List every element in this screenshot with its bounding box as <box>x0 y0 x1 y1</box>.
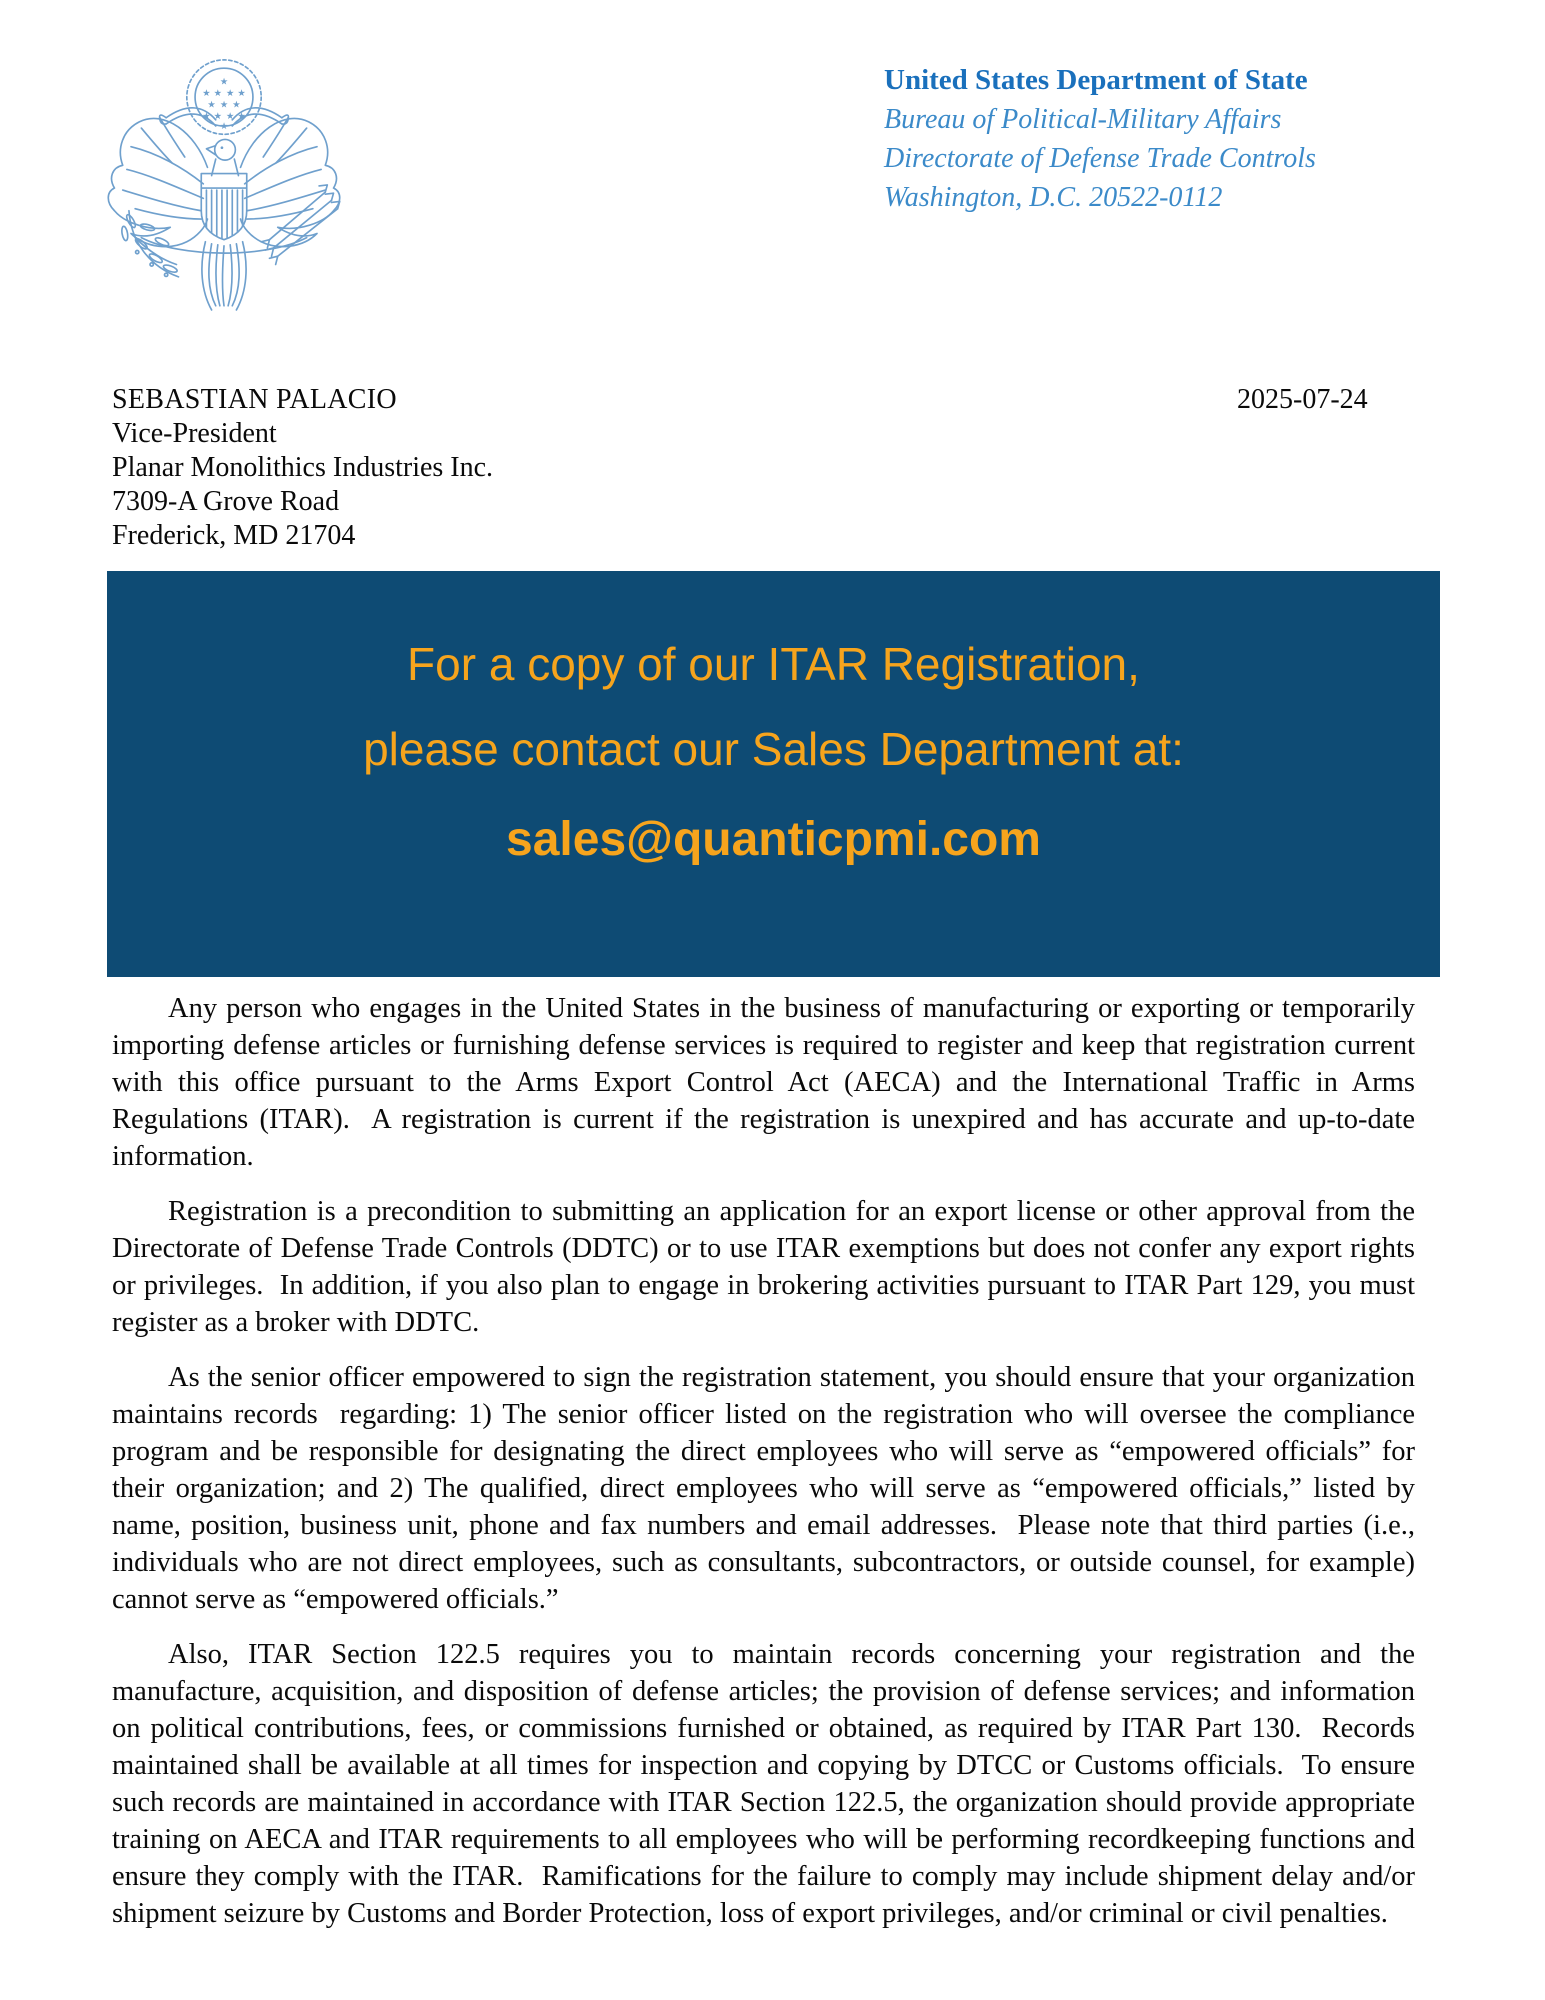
letter-body <box>112 990 1423 1950</box>
recipient-city-state-zip: Frederick, MD 21704 <box>112 520 356 551</box>
state-department-seal-icon <box>100 45 348 330</box>
svg-text:★: ★ <box>202 110 211 122</box>
svg-text:★: ★ <box>226 88 235 100</box>
svg-text:★: ★ <box>213 88 222 100</box>
svg-text:★: ★ <box>237 110 246 122</box>
svg-text:★: ★ <box>202 88 211 100</box>
recipient-title: Vice-President <box>112 418 277 449</box>
svg-text:★: ★ <box>219 99 229 111</box>
recipient-name: SEBASTIAN PALACIO <box>112 384 397 415</box>
banner-line-2: please contact our Sales Department at: <box>363 723 1184 775</box>
letterhead-address: Washington, D.C. 20522-0112 <box>884 182 1223 213</box>
letterhead <box>884 60 1444 217</box>
sales-email: sales@quanticpmi.com <box>506 813 1041 866</box>
paragraph-registration-precondition: Registration is a precondition to submitting an application for an export license or other approval from the Directorate of Defense Trade Controls (DDTC) or to use ITAR exemptions but does not confer any export rights or privileges. In addition, if you also plan to engage in brokering activities pursuant to ITAR Part 129, you must register as a broker with DDTC. <box>112 1196 1423 1338</box>
svg-text:★: ★ <box>232 99 241 111</box>
recipient-company: Planar Monolithics Industries Inc. <box>112 452 494 483</box>
itar-notice-banner <box>107 571 1440 977</box>
svg-text:★: ★ <box>207 99 216 111</box>
svg-text:★: ★ <box>237 88 246 100</box>
recipient-address-block <box>112 383 493 553</box>
banner-line-1: For a copy of our ITAR Registration, <box>407 638 1140 690</box>
bureau-name: Bureau of Political-Military Affairs <box>884 104 1282 135</box>
paragraph-senior-officer-records: As the senior officer empowered to sign the registration statement, you should ensure that your organization maintains records regarding: 1) The senior officer listed on the registration who will oversee the compliance program and be responsible for designating the direct employees who will serve as “empowered officials” for their organization; and 2) The qualified, direct employees who will serve as “empowered officials,” listed by name, position, business unit, phone and fax numbers and email addresses. Please note that third parties (i.e., individuals who are not direct employees, such as consultants, subcontractors, or outside counsel, for example) cannot serve as “empowered officials.” <box>112 1362 1423 1615</box>
agency-name: United States Department of State <box>884 64 1308 96</box>
paragraph-registration-requirement: Any person who engages in the United States in the business of manufacturing or exporting or temporarily importing defense articles or furnishing defense services is required to register and keep that registration current with this office pursuant to the Arms Export Control Act (AECA) and the International Traffic in Arms Regulations (ITAR). A registration is current if the registration is unexpired and has accurate and up-to-date information. <box>112 993 1423 1172</box>
svg-text:★: ★ <box>219 121 229 133</box>
paragraph-section-122-5-records: Also, ITAR Section 122.5 requires you to maintain records concerning your registration and the manufacture, acquisition, and disposition of defense articles; the provision of defense services; and information on political contributions, fees, or commissions furnished or obtained, as required by ITAR Part 130. Records maintained shall be available at all times for inspection and copying by DTCC or Customs officials. To ensure such records are maintained in accordance with ITAR Section 122.5, the organization should provide appropriate training on AECA and ITAR requirements to all employees who will be performing recordkeeping functions and ensure they comply with the ITAR. Ramifications for the failure to comply may include shipment delay and/or shipment seizure by Customs and Border Protection, loss of export privileges, and/or criminal or civil penalties. <box>112 1639 1423 1929</box>
letter-date: 2025-07-24 <box>1237 384 1368 415</box>
directorate-name: Directorate of Defense Trade Controls <box>884 143 1316 174</box>
svg-text:★: ★ <box>213 110 222 122</box>
recipient-street: 7309-A Grove Road <box>112 486 340 517</box>
svg-text:★: ★ <box>219 76 229 88</box>
svg-text:★: ★ <box>226 110 235 122</box>
